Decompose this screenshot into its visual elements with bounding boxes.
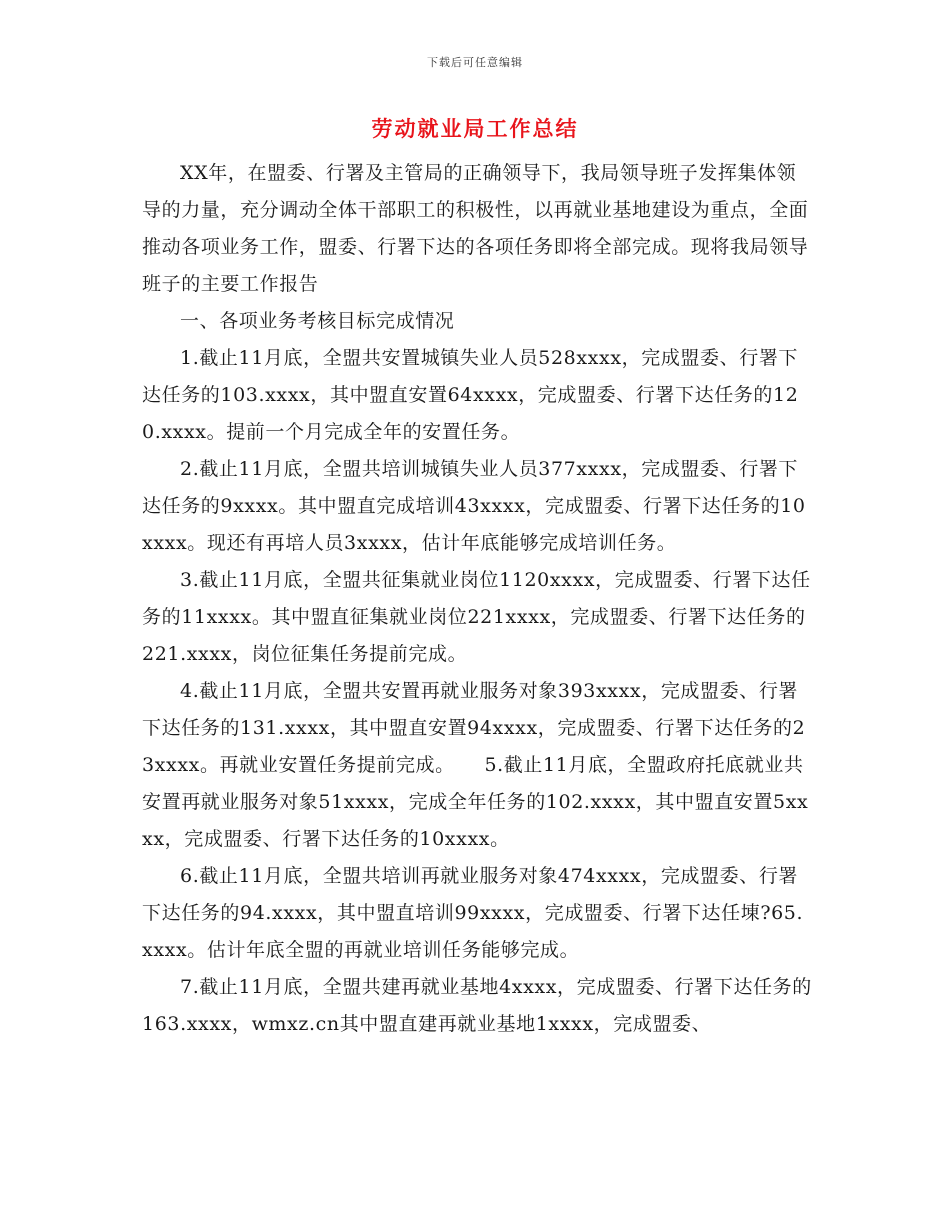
header-note: 下载后可任意编辑 — [427, 56, 523, 69]
document-title: 劳动就业局工作总结 — [371, 116, 579, 141]
document-body — [142, 155, 812, 1043]
section-heading: 一、各项业务考核目标完成情况 — [180, 310, 455, 332]
paragraph-item-6: 6.截止11月底，全盟共培训再就业服务对象474xxxx，完成盟委、行署下达任务的94.xxxx，其中盟直培训99xxxx，完成盟委、行署下达任埬?65.xxxx。估计年底全盟的再就业培训任务能够完成。 — [142, 865, 804, 961]
paragraph-intro: XX年，在盟委、行署及主管局的正确领导下，我局领导班子发挥集体领导的力量，充分调动全体干部职工的积极性，以再就业基地建设为重点，全面推动各项业务工作，盟委、行署下达的各项任务即将全部完成。现将我局领导班子的主要工作报告 — [142, 162, 809, 295]
paragraph-item-1: 1.截止11月底，全盟共安置城镇失业人员528xxxx，完成盟委、行署下达任务的103.xxxx，其中盟直安置64xxxx，完成盟委、行署下达任务的120.xxxx。提前一个月完成全年的安置任务。 — [142, 347, 799, 443]
paragraph-item-7: 7.截止11月底，全盟共建再就业基地4xxxx，完成盟委、行署下达任务的163.xxxx，wmxz.cn其中盟直建再就业基地1xxxx，完成盟委、 — [142, 976, 812, 1035]
paragraph-item-3: 3.截止11月底，全盟共征集就业岗位1120xxxx，完成盟委、行署下达任务的11xxxx。其中盟直征集就业岗位221xxxx，完成盟委、行署下达任务的221.xxxx，岗位征集任务提前完成。 — [142, 569, 811, 665]
paragraph-item-4-5: 4.截止11月底，全盟共安置再就业服务对象393xxxx，完成盟委、行署下达任务的131.xxxx，其中盟直安置94xxxx，完成盟委、行署下达任务的23xxxx。再就业安置任务提前完成。 5.截止11月底，全盟政府托底就业共安置再就业服务对象51xxxx，完成全年任务的102.xxxx，其中盟直安置5xxxx，完成盟委、行署下达任务的10xxxx。 — [142, 680, 809, 850]
paragraph-item-2: 2.截止11月底，全盟共培训城镇失业人员377xxxx，完成盟委、行署下达任务的9xxxx。其中盟直完成培训43xxxx，完成盟委、行署下达任务的10xxxx。现还有再培人员3xxxx，估计年底能够完成培训任务。 — [142, 458, 806, 554]
